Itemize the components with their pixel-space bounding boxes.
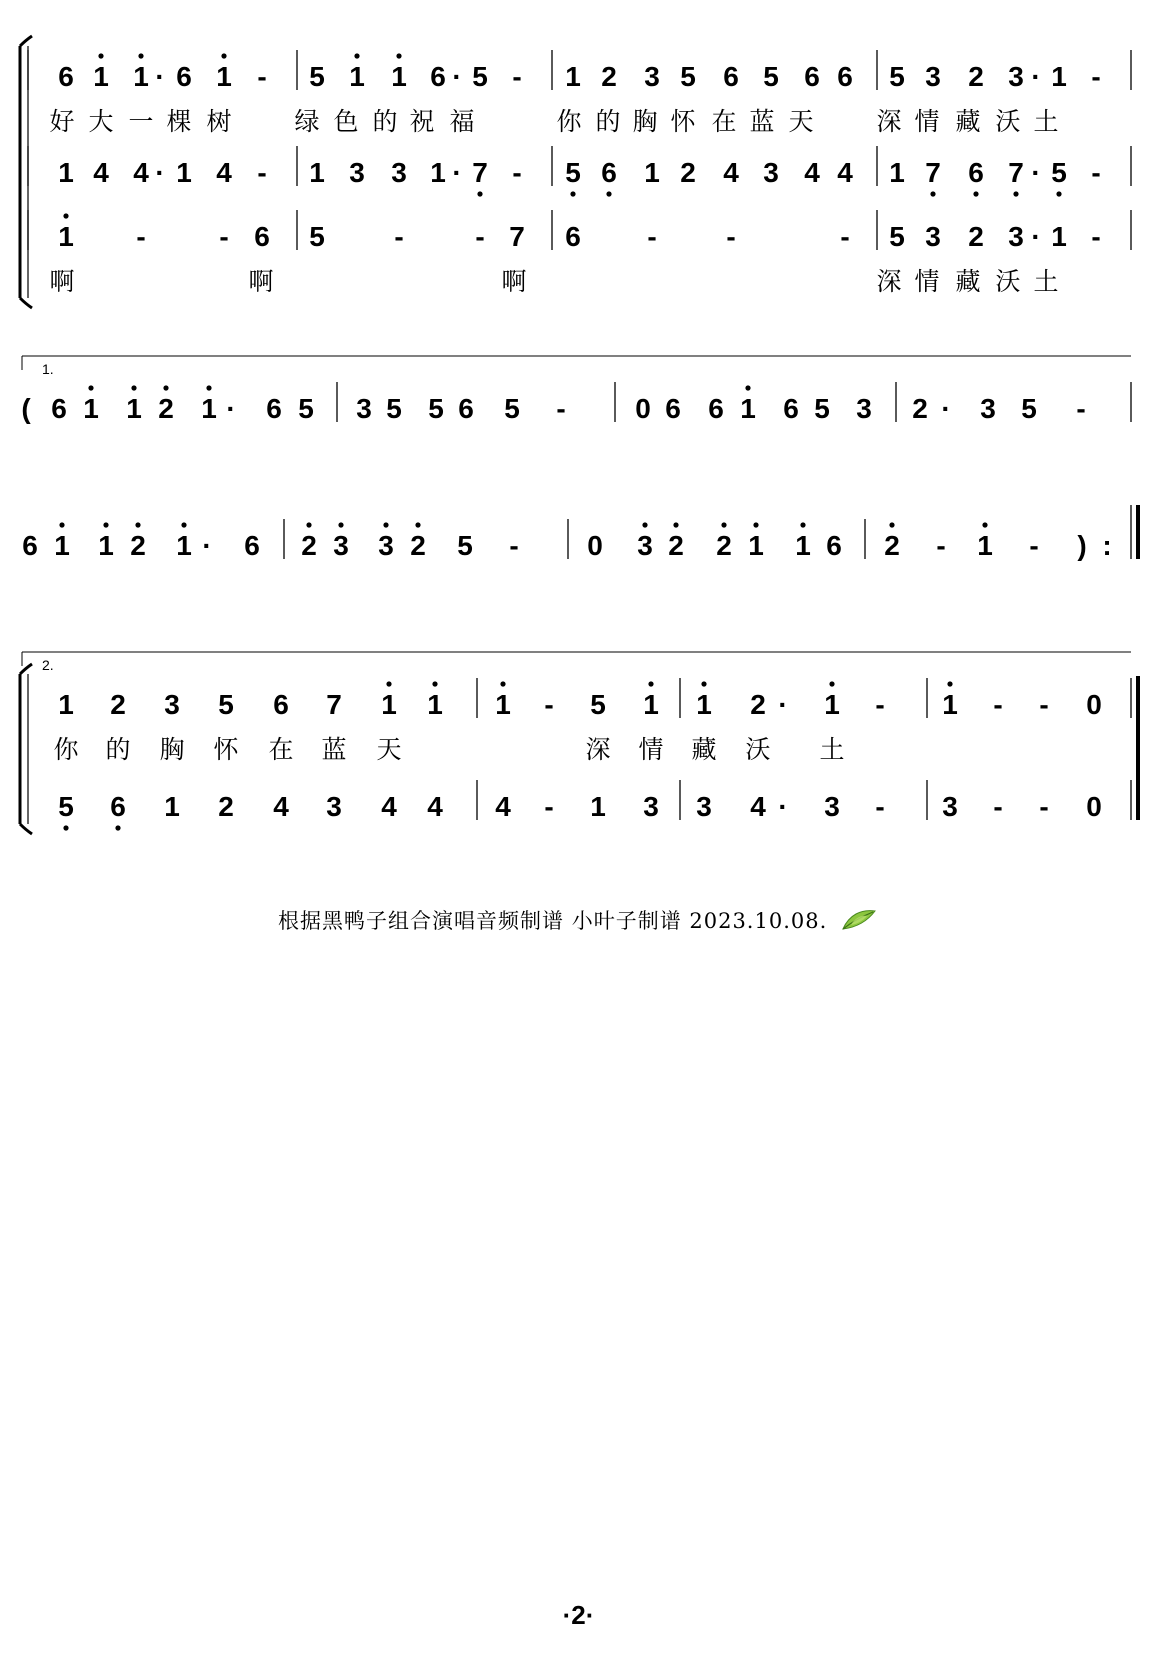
note-numeral: 4 — [273, 791, 289, 822]
octave-up-dot — [829, 681, 834, 686]
note-numeral: 5 — [590, 689, 606, 720]
note-numeral: 1 — [58, 689, 74, 720]
note-numeral: 2 — [218, 791, 234, 822]
leaf-icon — [839, 907, 879, 938]
note-numeral: 5 — [889, 221, 905, 252]
octave-up-dot — [306, 522, 311, 527]
octave-up-dot — [63, 213, 68, 218]
note-numeral: 6 — [804, 61, 820, 92]
system-brace — [20, 664, 32, 834]
note-numeral: 1 — [349, 61, 365, 92]
octave-up-dot — [982, 522, 987, 527]
note-numeral: 3 — [643, 791, 659, 822]
note-numeral: - — [936, 530, 946, 561]
octave-down-dot — [973, 191, 978, 196]
octave-up-dot — [206, 385, 211, 390]
lyric-char: 的 — [105, 735, 131, 764]
note-numeral: 4 — [723, 157, 739, 188]
note-numeral: - — [1039, 689, 1049, 720]
octave-up-dot — [753, 522, 758, 527]
lyric-char: 啊 — [248, 267, 274, 296]
note-numeral: 2 — [110, 689, 126, 720]
note-numeral: 5 — [565, 157, 581, 188]
lyric-char: 藏 — [955, 107, 981, 136]
note-numeral: - — [556, 393, 566, 424]
lyric-char: 绿 — [294, 107, 320, 136]
note-numeral: 2 — [130, 530, 146, 561]
note-numeral: 6 — [430, 61, 446, 92]
note-numeral: 5 — [218, 689, 234, 720]
note-numeral: 1 — [93, 61, 109, 92]
note-numeral: 3 — [1008, 221, 1024, 252]
note-numeral: 2 — [680, 157, 696, 188]
note-numeral: 1 — [309, 157, 325, 188]
note-numeral: 1 — [590, 791, 606, 822]
note-numeral: 3 — [1008, 61, 1024, 92]
note-numeral: 5 — [763, 61, 779, 92]
volta-label: 1. — [42, 361, 54, 377]
octave-down-dot — [63, 825, 68, 830]
note-numeral: 5 — [814, 393, 830, 424]
note-numeral: 3 — [164, 689, 180, 720]
octave-up-dot — [383, 522, 388, 527]
lyric-char: 的 — [372, 107, 398, 136]
octave-up-dot — [88, 385, 93, 390]
note-numeral: 6 — [254, 221, 270, 252]
lyric-char: 啊 — [501, 267, 527, 296]
note-numeral: 7 — [1008, 157, 1024, 188]
note-numeral: - — [512, 157, 522, 188]
page-number: ·2· — [562, 1600, 595, 1630]
octave-up-dot — [396, 53, 401, 58]
note-numeral: - — [136, 221, 146, 252]
lyric-char: 一 — [128, 107, 154, 136]
note-numeral: 4 — [837, 157, 853, 188]
note-numeral: 6 — [708, 393, 724, 424]
note-numeral: - — [993, 689, 1003, 720]
note-numeral: · — [1031, 157, 1041, 188]
note-numeral: · — [1031, 61, 1041, 92]
note-numeral: 6 — [837, 61, 853, 92]
note-numeral: 6 — [22, 530, 38, 561]
note-numeral: 3 — [378, 530, 394, 561]
note-numeral: 5 — [504, 393, 520, 424]
note-numeral: 6 — [176, 61, 192, 92]
note-numeral: 6 — [266, 393, 282, 424]
note-numeral: 3 — [925, 221, 941, 252]
note-numeral: · — [202, 530, 212, 561]
note-numeral: 3 — [942, 791, 958, 822]
lyric-char: 啊 — [49, 267, 75, 296]
note-numeral: - — [1091, 61, 1101, 92]
score-credit — [0, 905, 1157, 938]
note-numeral: 4 — [216, 157, 232, 188]
lyric-char: 沃 — [995, 107, 1021, 136]
note-numeral: 1 — [126, 393, 142, 424]
note-numeral: 3 — [356, 393, 372, 424]
octave-up-dot — [131, 385, 136, 390]
note-numeral: 1 — [740, 393, 756, 424]
octave-up-dot — [59, 522, 64, 527]
note-numeral: 1 — [1051, 61, 1067, 92]
lyric-char: 棵 — [166, 107, 192, 136]
note-numeral: 5 — [309, 221, 325, 252]
octave-up-dot — [415, 522, 420, 527]
note-numeral: 1 — [98, 530, 114, 561]
lyric-char: 藏 — [955, 267, 981, 296]
note-numeral: 1 — [58, 157, 74, 188]
note-numeral: 5 — [680, 61, 696, 92]
lyric-char: 深 — [876, 267, 902, 296]
note-numeral: 1 — [748, 530, 764, 561]
note-numeral: 1 — [427, 689, 443, 720]
note-numeral: 7 — [472, 157, 488, 188]
octave-up-dot — [138, 53, 143, 58]
volta-label: 2. — [42, 657, 54, 673]
note-numeral: 1 — [495, 689, 511, 720]
note-numeral: 1 — [430, 157, 446, 188]
lyric-char: 土 — [819, 735, 845, 764]
octave-up-dot — [181, 522, 186, 527]
note-numeral: 1 — [565, 61, 581, 92]
note-numeral: 1 — [176, 157, 192, 188]
note-numeral: - — [1091, 157, 1101, 188]
note-numeral: 3 — [856, 393, 872, 424]
note-numeral: 1 — [83, 393, 99, 424]
lyric-char: 土 — [1033, 107, 1059, 136]
note-numeral: 1 — [164, 791, 180, 822]
lyric-char: 怀 — [213, 735, 239, 764]
note-numeral: : — [1102, 530, 1112, 561]
octave-up-dot — [432, 681, 437, 686]
octave-down-dot — [570, 191, 575, 196]
note-numeral: 5 — [428, 393, 444, 424]
note-numeral: 4 — [804, 157, 820, 188]
octave-down-dot — [1013, 191, 1018, 196]
note-numeral: 2 — [884, 530, 900, 561]
note-numeral: 1 — [889, 157, 905, 188]
note-numeral: 1 — [58, 221, 74, 252]
octave-up-dot — [135, 522, 140, 527]
note-numeral: 4 — [381, 791, 397, 822]
note-numeral: 5 — [472, 61, 488, 92]
octave-down-dot — [930, 191, 935, 196]
octave-up-dot — [338, 522, 343, 527]
octave-up-dot — [163, 385, 168, 390]
octave-up-dot — [500, 681, 505, 686]
octave-up-dot — [98, 53, 103, 58]
note-numeral: 6 — [244, 530, 260, 561]
note-numeral: - — [875, 791, 885, 822]
note-numeral: 6 — [58, 61, 74, 92]
octave-up-dot — [221, 53, 226, 58]
note-numeral: 1 — [391, 61, 407, 92]
note-numeral: 3 — [824, 791, 840, 822]
note-numeral: 1 — [977, 530, 993, 561]
note-numeral: 3 — [644, 61, 660, 92]
note-numeral: - — [875, 689, 885, 720]
lyric-char: 情 — [914, 267, 940, 296]
note-numeral: 5 — [1021, 393, 1037, 424]
note-numeral: 2 — [410, 530, 426, 561]
note-numeral: ) — [1077, 530, 1087, 561]
note-numeral: 7 — [326, 689, 342, 720]
note-numeral: 3 — [333, 530, 349, 561]
note-numeral: · — [155, 157, 165, 188]
system-brace — [20, 36, 32, 308]
note-numeral: 0 — [635, 393, 651, 424]
octave-down-dot — [606, 191, 611, 196]
note-numeral: 1 — [942, 689, 958, 720]
note-numeral: 2 — [968, 61, 984, 92]
note-numeral: · — [155, 61, 165, 92]
lyric-char: 蓝 — [749, 107, 775, 136]
octave-up-dot — [673, 522, 678, 527]
note-numeral: 2 — [912, 393, 928, 424]
octave-up-dot — [745, 385, 750, 390]
note-numeral: 1 — [643, 689, 659, 720]
octave-down-dot — [1056, 191, 1061, 196]
note-numeral: · — [778, 689, 788, 720]
lyric-char: 深 — [876, 107, 902, 136]
lyric-char: 祝 — [409, 107, 435, 136]
note-numeral: 3 — [349, 157, 365, 188]
note-numeral: 5 — [889, 61, 905, 92]
note-numeral: 0 — [587, 530, 603, 561]
note-numeral: 2 — [750, 689, 766, 720]
note-numeral: 1 — [381, 689, 397, 720]
note-numeral: - — [509, 530, 519, 561]
note-numeral: 1 — [696, 689, 712, 720]
note-numeral: - — [475, 221, 485, 252]
note-numeral: 4 — [495, 791, 511, 822]
lyric-char: 好 — [49, 107, 75, 136]
note-numeral: 2 — [158, 393, 174, 424]
note-numeral: - — [1091, 221, 1101, 252]
octave-up-dot — [642, 522, 647, 527]
note-numeral: 4 — [93, 157, 109, 188]
note-numeral: 1 — [54, 530, 70, 561]
note-numeral: 3 — [391, 157, 407, 188]
note-numeral: 6 — [51, 393, 67, 424]
note-numeral: 1 — [824, 689, 840, 720]
note-numeral: · — [226, 393, 236, 424]
lyric-char: 福 — [449, 107, 475, 136]
note-numeral: - — [219, 221, 229, 252]
note-numeral: 6 — [601, 157, 617, 188]
note-numeral: - — [544, 791, 554, 822]
octave-up-dot — [386, 681, 391, 686]
note-numeral: 1 — [133, 61, 149, 92]
lyric-char: 胸 — [632, 107, 658, 136]
note-numeral: 2 — [668, 530, 684, 561]
note-numeral: 1 — [216, 61, 232, 92]
note-numeral: - — [1039, 791, 1049, 822]
lyric-char: 蓝 — [321, 735, 347, 764]
note-numeral: 3 — [980, 393, 996, 424]
lyric-char: 藏 — [691, 735, 717, 764]
note-numeral: 5 — [386, 393, 402, 424]
note-numeral: 4 — [133, 157, 149, 188]
note-numeral: 6 — [665, 393, 681, 424]
note-numeral: 3 — [925, 61, 941, 92]
note-numeral: - — [512, 61, 522, 92]
note-numeral: - — [1029, 530, 1039, 561]
note-numeral: 6 — [783, 393, 799, 424]
lyric-char: 沃 — [745, 735, 771, 764]
note-numeral: 3 — [637, 530, 653, 561]
octave-up-dot — [947, 681, 952, 686]
note-numeral: 2 — [301, 530, 317, 561]
note-numeral: 1 — [201, 393, 217, 424]
octave-down-dot — [477, 191, 482, 196]
note-numeral: 2 — [601, 61, 617, 92]
lyric-char: 天 — [788, 107, 814, 136]
note-numeral: ( — [21, 393, 31, 424]
lyric-char: 色 — [333, 107, 359, 136]
credit-text: 根据黑鸭子组合演唱音频制谱 小叶子制谱 2023.10.08. — [278, 909, 828, 933]
lyric-char: 深 — [585, 735, 611, 764]
note-numeral: 7 — [509, 221, 525, 252]
note-numeral: - — [257, 157, 267, 188]
note-numeral: 0 — [1086, 689, 1102, 720]
lyric-char: 的 — [595, 107, 621, 136]
lyric-char: 沃 — [995, 267, 1021, 296]
octave-up-dot — [648, 681, 653, 686]
note-numeral: 4 — [750, 791, 766, 822]
note-numeral: 6 — [110, 791, 126, 822]
note-numeral: 4 — [427, 791, 443, 822]
lyric-char: 胸 — [159, 735, 185, 764]
note-numeral: - — [257, 61, 267, 92]
note-numeral: · — [452, 157, 462, 188]
lyric-char: 情 — [638, 735, 664, 764]
lyric-char: 树 — [206, 107, 232, 136]
note-numeral: 7 — [925, 157, 941, 188]
note-numeral: · — [778, 791, 788, 822]
octave-up-dot — [103, 522, 108, 527]
note-numeral: 6 — [273, 689, 289, 720]
note-numeral: 2 — [716, 530, 732, 561]
note-numeral: 1 — [795, 530, 811, 561]
note-numeral: · — [452, 61, 462, 92]
octave-up-dot — [889, 522, 894, 527]
octave-down-dot — [115, 825, 120, 830]
note-numeral: 5 — [1051, 157, 1067, 188]
lyric-char: 怀 — [670, 107, 696, 136]
note-numeral: 5 — [298, 393, 314, 424]
note-numeral: 0 — [1086, 791, 1102, 822]
note-numeral: 5 — [58, 791, 74, 822]
note-numeral: - — [1076, 393, 1086, 424]
note-numeral: 6 — [826, 530, 842, 561]
note-numeral: 6 — [565, 221, 581, 252]
note-numeral: 6 — [723, 61, 739, 92]
note-numeral: - — [394, 221, 404, 252]
note-numeral: 1 — [1051, 221, 1067, 252]
note-numeral: · — [941, 393, 951, 424]
lyric-char: 大 — [88, 107, 114, 136]
lyric-char: 土 — [1033, 267, 1059, 296]
lyric-char: 你 — [53, 735, 79, 764]
octave-up-dot — [354, 53, 359, 58]
octave-up-dot — [721, 522, 726, 527]
octave-up-dot — [701, 681, 706, 686]
lyric-char: 在 — [268, 735, 294, 764]
lyric-char: 情 — [914, 107, 940, 136]
note-numeral: 5 — [309, 61, 325, 92]
note-numeral: 2 — [968, 221, 984, 252]
note-numeral: 3 — [696, 791, 712, 822]
octave-up-dot — [800, 522, 805, 527]
lyric-char: 你 — [556, 107, 582, 136]
note-numeral: - — [840, 221, 850, 252]
note-numeral: - — [726, 221, 736, 252]
note-numeral: 6 — [458, 393, 474, 424]
lyric-char: 在 — [711, 107, 737, 136]
note-numeral: 1 — [176, 530, 192, 561]
note-numeral: 1 — [644, 157, 660, 188]
note-numeral: 3 — [763, 157, 779, 188]
note-numeral: 5 — [457, 530, 473, 561]
note-numeral: - — [544, 689, 554, 720]
note-numeral: · — [1031, 221, 1041, 252]
lyric-char: 天 — [376, 735, 402, 764]
note-numeral: - — [993, 791, 1003, 822]
note-numeral: - — [647, 221, 657, 252]
note-numeral: 3 — [326, 791, 342, 822]
note-numeral: 6 — [968, 157, 984, 188]
